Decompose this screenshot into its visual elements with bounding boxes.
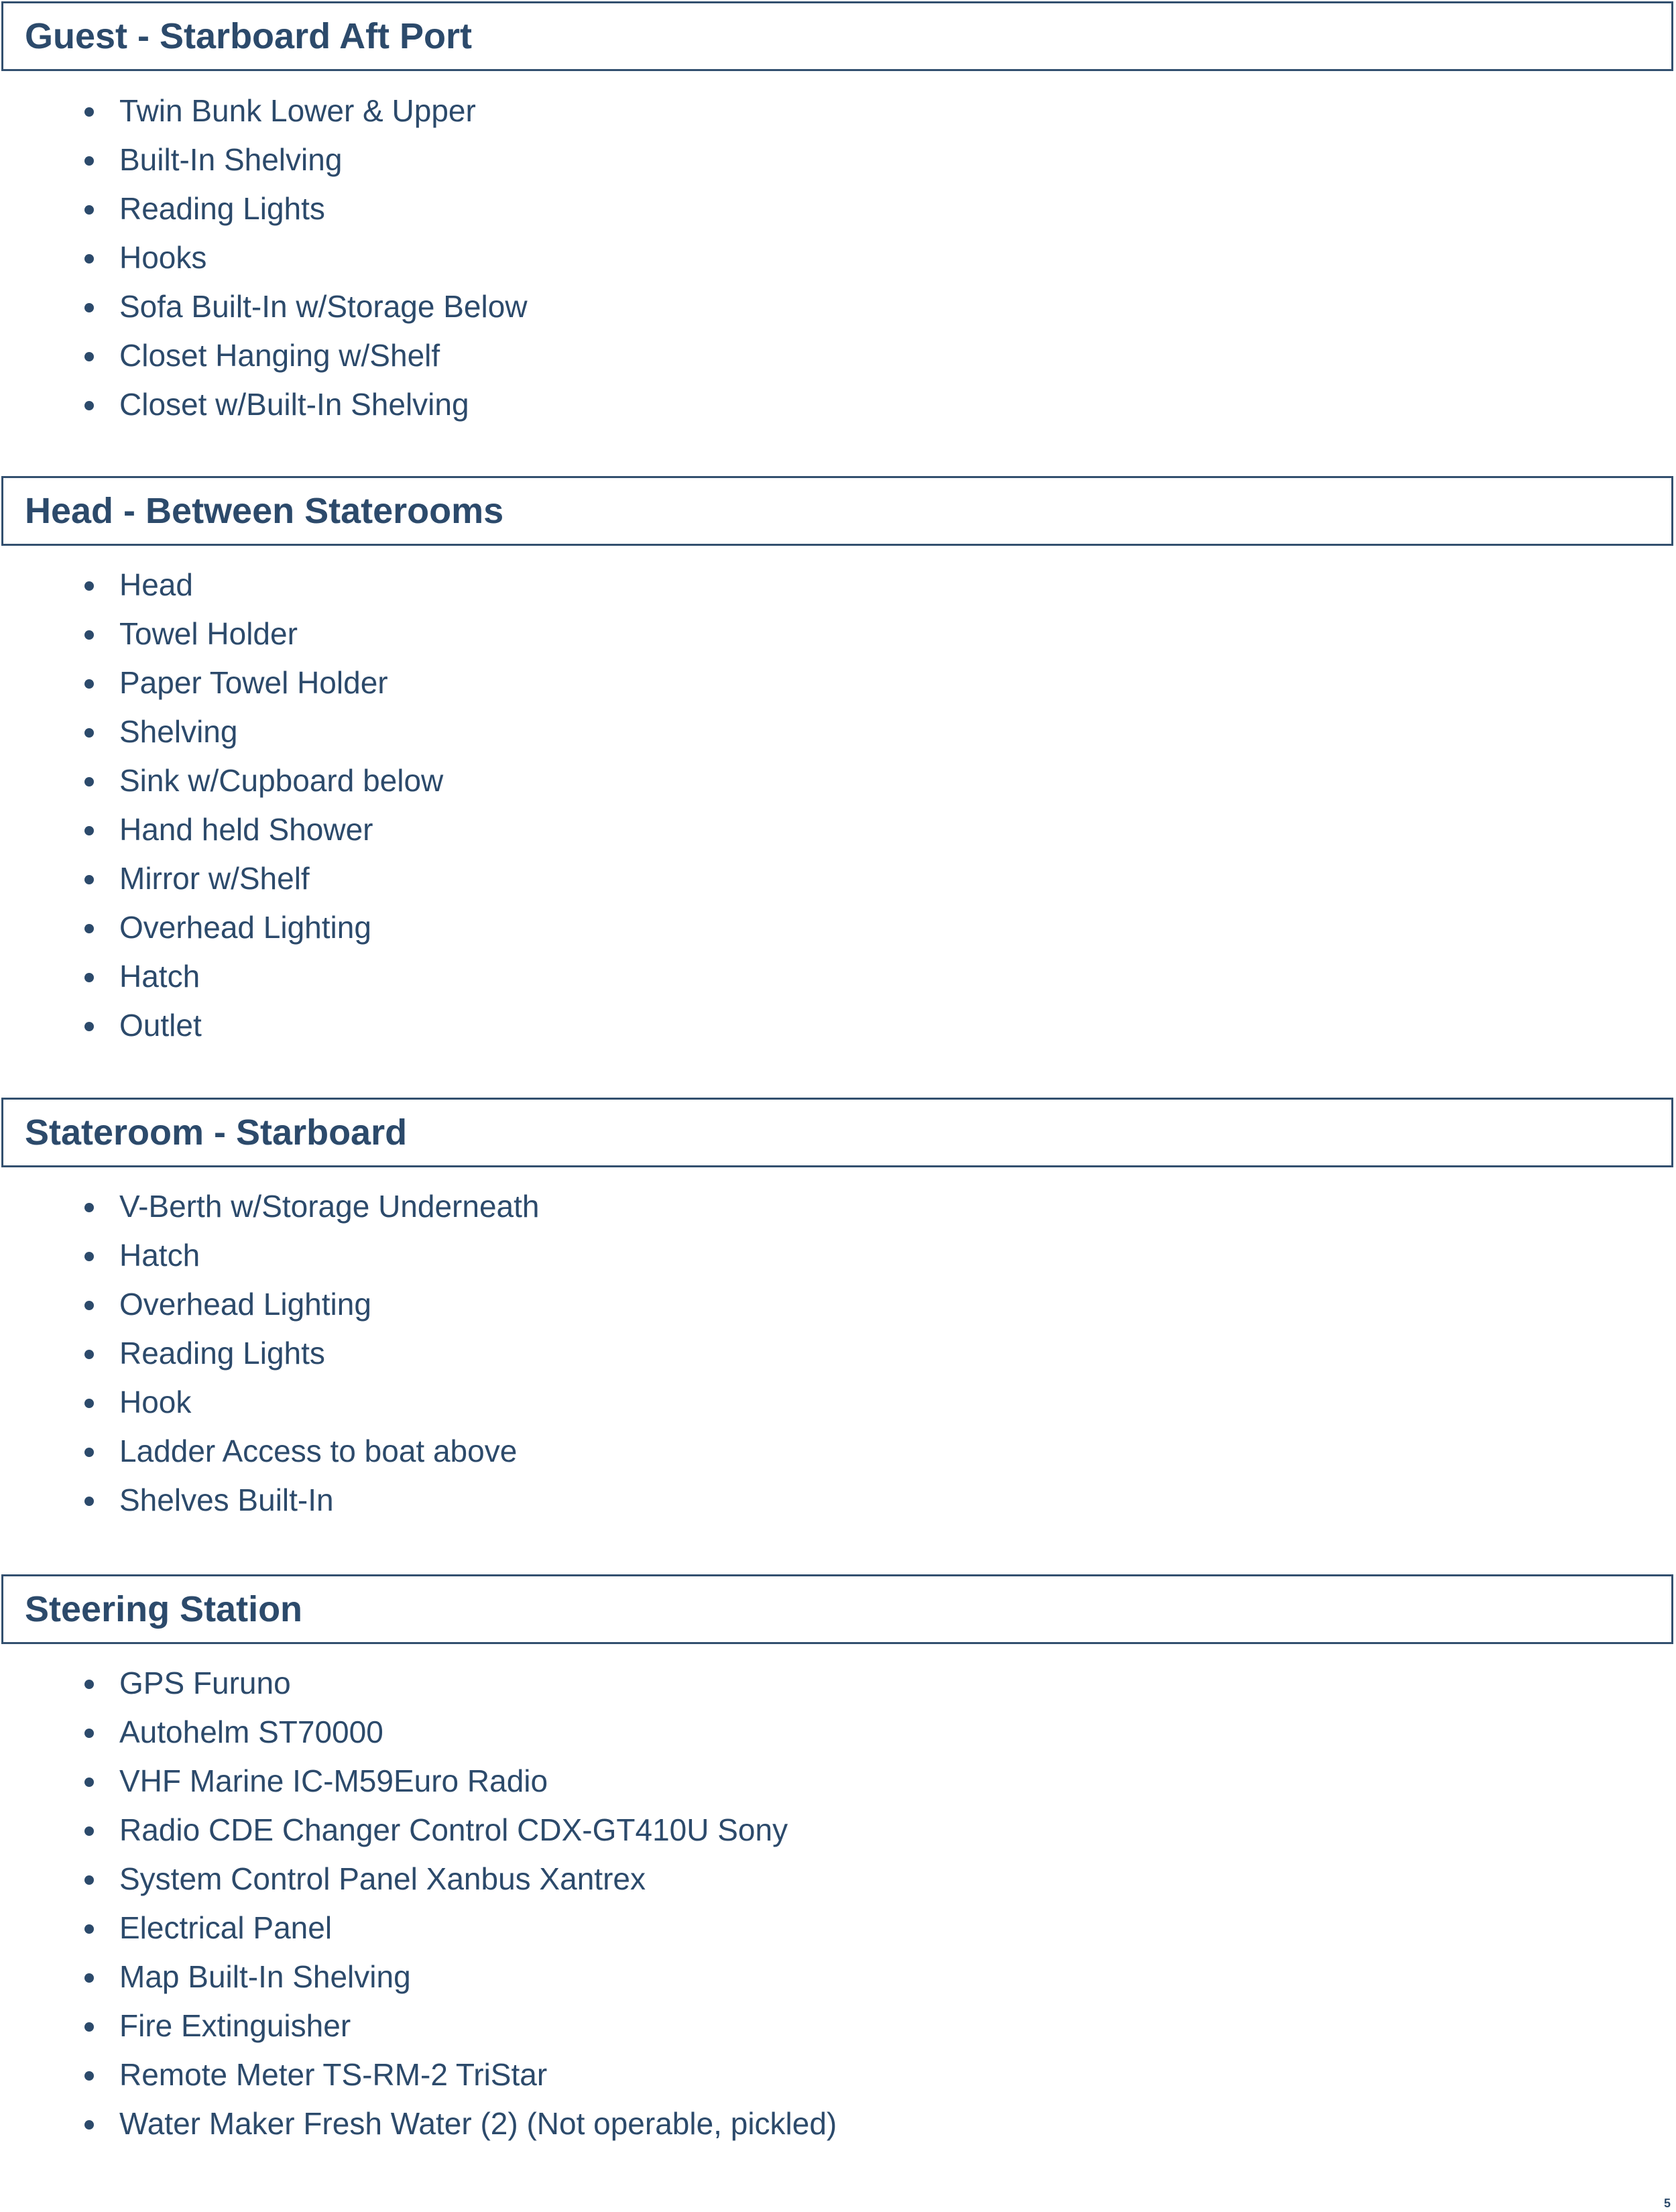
bullet-icon [84, 254, 94, 264]
bullet-icon [84, 875, 94, 884]
bullet-icon [84, 630, 94, 640]
bullet-icon [84, 1350, 94, 1359]
section-header-steering [1, 1574, 1673, 1644]
bullet-icon [84, 303, 94, 312]
bullet-icon [84, 1826, 94, 1836]
bullet-icon [84, 1399, 94, 1408]
bullet-icon [84, 1203, 94, 1212]
bullet-icon [84, 2071, 94, 2081]
bullet-icon [84, 679, 94, 689]
section-header-stateroom [1, 1098, 1673, 1167]
bullet-icon [84, 2022, 94, 2032]
bullet-icon [84, 1924, 94, 1934]
bullet-icon [84, 777, 94, 787]
bullet-icon [84, 205, 94, 215]
bullet-icon [84, 728, 94, 738]
section-title: Head - Between Staterooms [25, 491, 504, 531]
section-title: Guest - Starboard Aft Port [25, 16, 473, 56]
section-title: Stateroom - Starboard [25, 1112, 408, 1153]
bullet-icon [84, 156, 94, 166]
page-number: 5 [1663, 2197, 1671, 2210]
section-header-guest [1, 1, 1673, 71]
bullet-icon [84, 352, 94, 361]
bullet-icon [84, 1497, 94, 1506]
bullet-icon [84, 1875, 94, 1885]
bullet-icon [84, 1973, 94, 1983]
bullet-icon [84, 1729, 94, 1738]
bullet-icon [84, 1252, 94, 1261]
bullet-icon [84, 1778, 94, 1787]
bullet-icon [84, 2120, 94, 2130]
section-title: Steering Station [25, 1589, 303, 1629]
bullet-icon [84, 924, 94, 933]
bullet-icon [84, 401, 94, 410]
bullet-icon [84, 1680, 94, 1689]
bullet-icon [84, 1301, 94, 1310]
bullet-icon [84, 581, 94, 591]
section-header-head [1, 476, 1673, 546]
bullet-icon [84, 973, 94, 982]
bullet-icon [84, 826, 94, 835]
bullet-icon [84, 1448, 94, 1457]
bullet-icon [84, 1022, 94, 1031]
bullet-icon [84, 107, 94, 117]
